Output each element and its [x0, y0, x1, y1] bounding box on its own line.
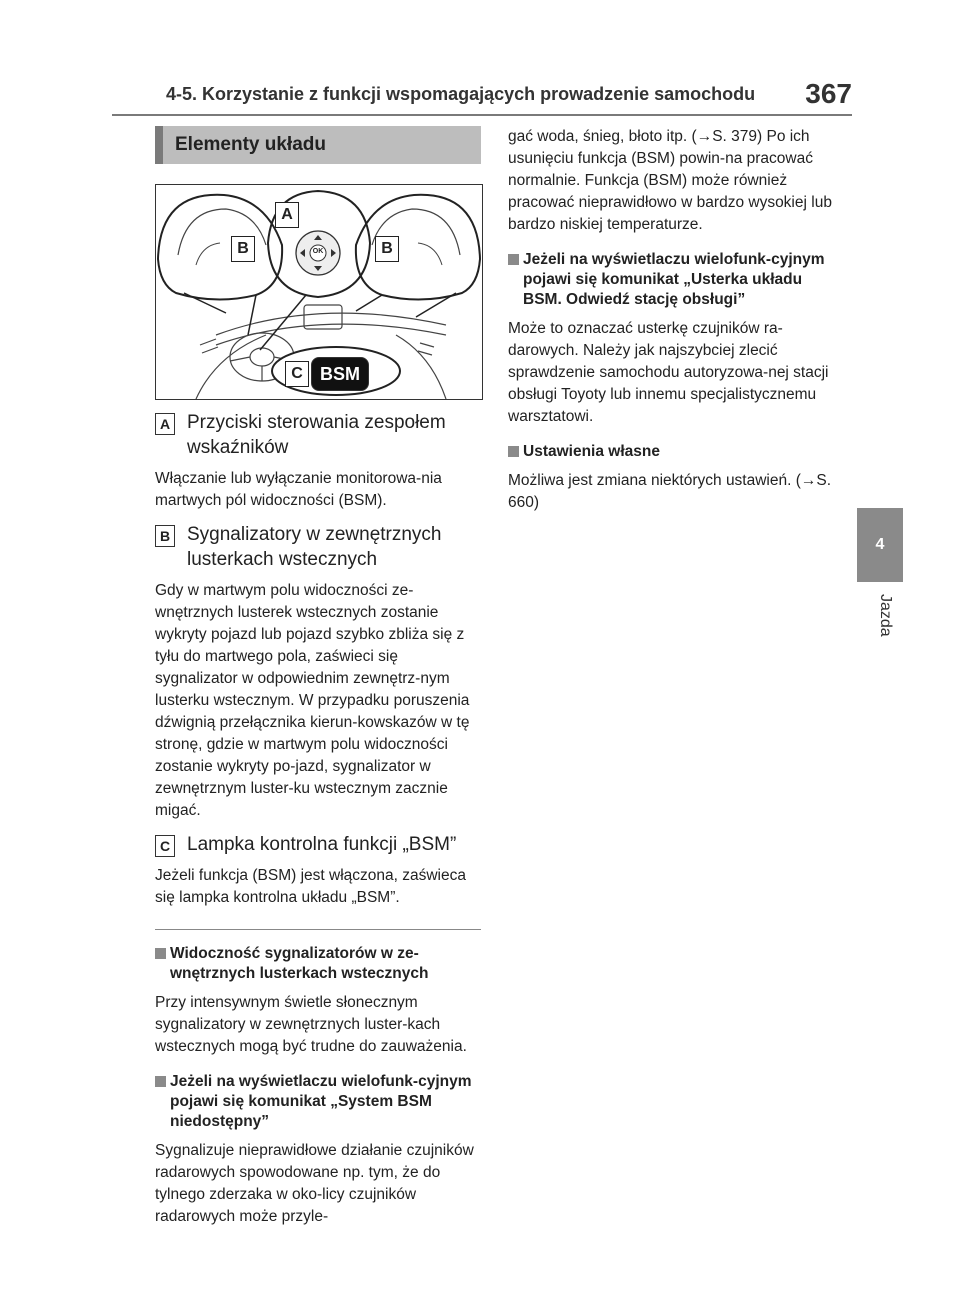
subsection-settings-title: Ustawienia własne — [523, 443, 660, 460]
subsection-malfunction-text: Może to oznaczać usterkę czujników ra-darowych. Należy jak najszybciej zlecić sprawdzenie samochodu autoryzowa-nej stacji obsługi Toyoty lub innemu specjalistycznemu warsztatowi. — [508, 320, 829, 425]
square-bullet-icon — [508, 446, 519, 457]
item-c-heading — [155, 832, 481, 857]
chapter-tab[interactable] — [857, 508, 903, 582]
letter-badge-b: B — [155, 525, 175, 547]
subsection-unavailable-text: Sygnalizuje nieprawidłowe działanie czujników radarowych spowodowane np. tym, że do tylnego zderzaka w oko-licy czujników radarowych może przyle- — [155, 1142, 474, 1225]
item-a-heading — [155, 410, 481, 460]
square-bullet-icon — [508, 254, 519, 265]
header-title: 4-5. Korzystanie z funkcji wspomagających prowadzenie samochodu — [166, 84, 756, 104]
subsection-visibility — [155, 944, 481, 984]
subsection-unavailable-title: Jeżeli na wyświetlaczu wielofunk-cyjnym pojawi się komunikat „System BSM niedostępny” — [170, 1073, 472, 1130]
item-c-text: Jeżeli funkcja (BSM) jest włączona, zaświeca się lampka kontrolna układu „BSM”. — [155, 867, 466, 906]
square-bullet-icon — [155, 1076, 166, 1087]
subsection-malfunction — [508, 250, 834, 310]
callout-label-a: A — [275, 202, 299, 228]
chapter-label: Jazda — [877, 594, 894, 637]
subsection-malfunction-title: Jeżeli na wyświetlaczu wielofunk-cyjnym pojawi się komunikat „Usterka układu BSM. Odwiedź stację obsługi” — [523, 251, 825, 308]
section-divider — [155, 929, 481, 930]
continued-text: gać woda, śnieg, błoto itp. (→S. 379) Po ich usunięciu funkcja (BSM) powin-na pracować normalnie. Funkcja (BSM) może również pracować nieprawidłowo w bardzo wysokiej lub bardzo niskiej temperaturze. — [508, 128, 832, 233]
callout-label-c: C — [285, 361, 309, 387]
square-bullet-icon — [155, 948, 166, 959]
subsection-visibility-title: Widoczność sygnalizatorów w ze-wnętrznych lusterkach wstecznych — [170, 945, 429, 982]
right-column — [508, 126, 834, 514]
bsm-indicator-lamp: BSM — [311, 357, 369, 391]
item-c-title: Lampka kontrolna funkcji „BSM” — [187, 834, 457, 855]
callout-label-b-right: B — [375, 236, 399, 262]
item-b-heading — [155, 522, 481, 572]
item-a-text: Włączanie lub wyłączanie monitorowa-nia martwych pól widoczności (BSM). — [155, 470, 442, 509]
letter-badge-a: A — [155, 413, 175, 435]
subsection-settings — [508, 442, 834, 462]
item-b-title: Sygnalizatory w zewnętrznych lusterkach wstecznych — [187, 524, 442, 570]
item-b-text: Gdy w martwym polu widoczności ze-wnętrznych lusterek wstecznych zostanie wykryty pojazd lub pojazd szybko zbliża się z tyłu do martwego pola, zaświeci się sygnalizator w odpowiednim zewnętrz-nym lusterku wstecznym. W przypadku poruszenia dźwignią przełącznika kierun-kowskazów w tę stronę, gdzie w martwym polu widoczności zostanie wykryty po-jazd, sygnalizator w zewnętrznym luster-ku wstecznym zacznie migać. — [155, 582, 470, 819]
system-components-figure — [155, 184, 483, 400]
chapter-number: 4 — [875, 536, 885, 553]
callout-label-b-left: B — [231, 236, 255, 262]
left-column — [155, 126, 481, 1228]
section-heading — [155, 126, 481, 164]
subsection-visibility-text: Przy intensywnym świetle słonecznym sygnalizatory w zewnętrznych luster-kach wstecznych mogą być trudne do zauważenia. — [155, 994, 467, 1055]
subsection-unavailable — [155, 1072, 481, 1132]
item-a-title: Przyciski sterowania zespołem wskaźników — [187, 412, 446, 458]
section-title: Elementy układu — [175, 134, 326, 155]
page-number: 367 — [805, 78, 852, 109]
ok-label: OK — [312, 248, 324, 255]
letter-badge-c: C — [155, 835, 175, 857]
subsection-settings-text: Możliwa jest zmiana niektórych ustawień. (→S. 660) — [508, 472, 832, 511]
header-rule — [112, 114, 852, 116]
